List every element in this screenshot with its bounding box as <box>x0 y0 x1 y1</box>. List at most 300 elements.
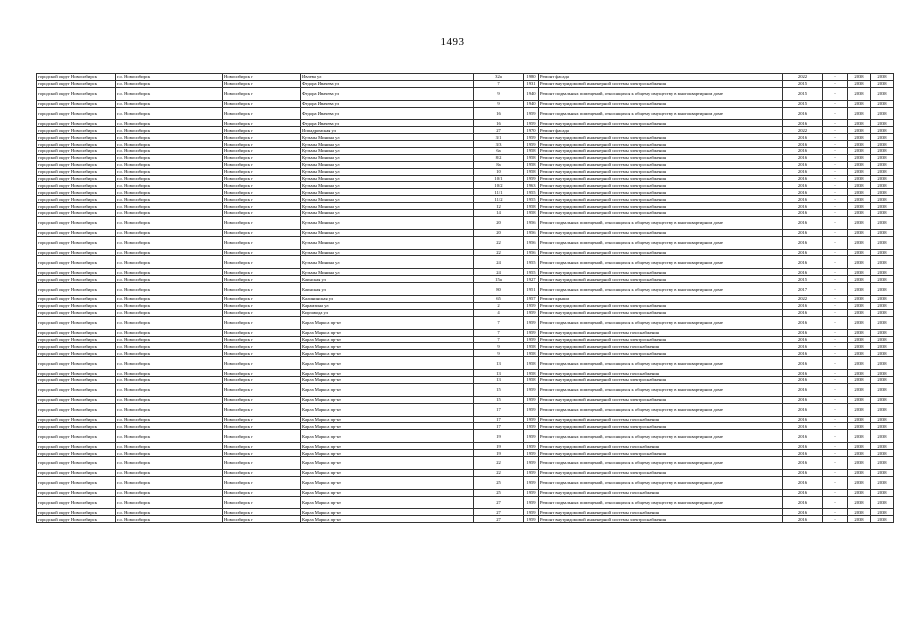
cell-year: 1956 <box>524 229 539 236</box>
cell-period-start: 2038 <box>848 403 871 416</box>
table-row <box>37 154 894 161</box>
cell-dash: - <box>823 256 848 269</box>
cell-plan-year: 2016 <box>783 189 823 196</box>
cell-city: Новосибирск г <box>223 443 301 450</box>
cell-plan-year: 2016 <box>783 403 823 416</box>
cell-settlement-type: г.о. Новосибирск <box>116 196 223 203</box>
table-row <box>37 396 894 403</box>
cell-house: 8/2 <box>474 154 524 161</box>
cell-settlement-type: г.о. Новосибирск <box>116 87 223 100</box>
cell-plan-year: 2016 <box>783 516 823 523</box>
cell-municipality: городской округ Новосибирск <box>37 496 116 509</box>
table-row <box>37 100 894 107</box>
cell-municipality: городской округ Новосибирск <box>37 168 116 175</box>
cell-house: 27 <box>474 496 524 509</box>
table-row <box>37 168 894 175</box>
cell-settlement-type: г.о. Новосибирск <box>116 175 223 182</box>
cell-city: Новосибирск г <box>223 161 301 168</box>
cell-settlement-type: г.о. Новосибирск <box>116 430 223 443</box>
cell-city: Новосибирск г <box>223 450 301 457</box>
table-body <box>37 74 894 523</box>
cell-settlement-type: г.о. Новосибирск <box>116 302 223 309</box>
cell-year: 1959 <box>524 403 539 416</box>
table-row <box>37 148 894 155</box>
cell-settlement-type: г.о. Новосибирск <box>116 336 223 343</box>
cell-city: Новосибирск г <box>223 309 301 316</box>
table-row <box>37 87 894 100</box>
cell-settlement-type: г.о. Новосибирск <box>116 256 223 269</box>
cell-dash: - <box>823 450 848 457</box>
cell-work-type: Ремонт подвальных помещений, относящихся к общему имуществу в многоквартирном доме <box>539 383 783 396</box>
cell-house: 7 <box>474 329 524 336</box>
cell-settlement-type: г.о. Новосибирск <box>116 182 223 189</box>
cell-plan-year: 2016 <box>783 416 823 423</box>
cell-dash: - <box>823 74 848 81</box>
cell-year: 1940 <box>524 87 539 100</box>
cell-work-type: Ремонт внутридомовой инженерной системы электроснабжения <box>539 350 783 357</box>
cell-municipality: городской округ Новосибирск <box>37 403 116 416</box>
cell-year: 1959 <box>524 134 539 141</box>
cell-year: 1959 <box>524 141 539 148</box>
table-row <box>37 489 894 496</box>
cell-plan-year: 2016 <box>783 376 823 383</box>
cell-municipality: городской округ Новосибирск <box>37 516 116 523</box>
table-row <box>37 203 894 210</box>
table-row <box>37 336 894 343</box>
cell-period-end: 2038 <box>871 329 894 336</box>
cell-city: Новосибирск г <box>223 416 301 423</box>
cell-dash: - <box>823 141 848 148</box>
cell-year: 1959 <box>524 450 539 457</box>
cell-plan-year: 2016 <box>783 489 823 496</box>
cell-work-type: Ремонт подвальных помещений, относящихся к общему имуществу в многоквартирном доме <box>539 236 783 249</box>
cell-work-type: Ремонт подвальных помещений, относящихся к общему имуществу в многоквартирном доме <box>539 456 783 469</box>
cell-street: Карла Маркса пр-кт <box>301 476 474 489</box>
cell-year: 1959 <box>524 302 539 309</box>
cell-work-type: Ремонт подвальных помещений, относящихся к общему имуществу в многоквартирном доме <box>539 283 783 296</box>
cell-plan-year: 2016 <box>783 509 823 516</box>
cell-street: Кузьмы Минина ул <box>301 249 474 256</box>
cell-settlement-type: г.о. Новосибирск <box>116 443 223 450</box>
cell-settlement-type: г.о. Новосибирск <box>116 357 223 370</box>
cell-municipality: городской округ Новосибирск <box>37 249 116 256</box>
cell-city: Новосибирск г <box>223 423 301 430</box>
cell-year: 1959 <box>524 489 539 496</box>
table-row <box>37 423 894 430</box>
cell-municipality: городской округ Новосибирск <box>37 416 116 423</box>
cell-dash: - <box>823 100 848 107</box>
cell-house: 22 <box>474 236 524 249</box>
cell-settlement-type: г.о. Новосибирск <box>116 249 223 256</box>
cell-dash: - <box>823 376 848 383</box>
cell-settlement-type: г.о. Новосибирск <box>116 489 223 496</box>
cell-period-end: 2038 <box>871 256 894 269</box>
cell-plan-year: 2016 <box>783 383 823 396</box>
cell-work-type: Ремонт внутридомовой инженерной системы газоснабжения <box>539 443 783 450</box>
table-row <box>37 216 894 229</box>
cell-city: Новосибирск г <box>223 496 301 509</box>
cell-municipality: городской округ Новосибирск <box>37 148 116 155</box>
cell-plan-year: 2022 <box>783 296 823 303</box>
cell-house: 7 <box>474 316 524 329</box>
cell-city: Новосибирск г <box>223 430 301 443</box>
cell-year: 1959 <box>524 383 539 396</box>
cell-year: 1959 <box>524 509 539 516</box>
cell-city: Новосибирск г <box>223 256 301 269</box>
cell-house: 16 <box>474 107 524 120</box>
cell-city: Новосибирск г <box>223 343 301 350</box>
cell-settlement-type: г.о. Новосибирск <box>116 141 223 148</box>
cell-municipality: городской округ Новосибирск <box>37 283 116 296</box>
cell-dash: - <box>823 302 848 309</box>
cell-period-end: 2038 <box>871 496 894 509</box>
cell-plan-year: 2016 <box>783 216 823 229</box>
cell-street: Карла Маркса пр-кт <box>301 403 474 416</box>
cell-dash: - <box>823 443 848 450</box>
cell-house: 17 <box>474 403 524 416</box>
cell-period-start: 2038 <box>848 216 871 229</box>
cell-work-type: Ремонт внутридомовой инженерной системы газоснабжения <box>539 509 783 516</box>
cell-settlement-type: г.о. Новосибирск <box>116 154 223 161</box>
cell-year: 1970 <box>524 127 539 134</box>
cell-street: Карла Маркса пр-кт <box>301 329 474 336</box>
cell-house: 16 <box>474 120 524 127</box>
cell-plan-year: 2016 <box>783 148 823 155</box>
cell-municipality: городской округ Новосибирск <box>37 100 116 107</box>
cell-plan-year: 2016 <box>783 249 823 256</box>
cell-work-type: Ремонт внутридомовой инженерной системы электроснабжения <box>539 168 783 175</box>
cell-period-start: 2038 <box>848 210 871 217</box>
cell-period-end: 2038 <box>871 141 894 148</box>
cell-dash: - <box>823 509 848 516</box>
cell-dash: - <box>823 127 848 134</box>
cell-period-end: 2038 <box>871 168 894 175</box>
cell-street: Кузьмы Минина ул <box>301 189 474 196</box>
cell-municipality: городской округ Новосибирск <box>37 316 116 329</box>
cell-year: 1959 <box>524 476 539 489</box>
cell-house: 24 <box>474 269 524 276</box>
cell-year: 1959 <box>524 443 539 450</box>
cell-street: Карла Маркса пр-кт <box>301 450 474 457</box>
cell-city: Новосибирск г <box>223 175 301 182</box>
cell-work-type: Ремонт подвальных помещений, относящихся к общему имуществу в многоквартирном доме <box>539 357 783 370</box>
cell-period-start: 2038 <box>848 107 871 120</box>
cell-plan-year: 2016 <box>783 336 823 343</box>
cell-plan-year: 2016 <box>783 141 823 148</box>
cell-street: Федора Ивачева ул <box>301 87 474 100</box>
cell-period-start: 2038 <box>848 329 871 336</box>
cell-work-type: Ремонт внутридомовой инженерной системы электроснабжения <box>539 100 783 107</box>
cell-settlement-type: г.о. Новосибирск <box>116 120 223 127</box>
cell-house: 20 <box>474 216 524 229</box>
cell-street: Карла Маркса пр-кт <box>301 343 474 350</box>
cell-house: 25 <box>474 476 524 489</box>
cell-municipality: городской округ Новосибирск <box>37 357 116 370</box>
cell-period-end: 2038 <box>871 249 894 256</box>
cell-work-type: Ремонт подвальных помещений, относящихся к общему имуществу в многоквартирном доме <box>539 316 783 329</box>
cell-house: 13 <box>474 357 524 370</box>
cell-dash: - <box>823 476 848 489</box>
cell-municipality: городской округ Новосибирск <box>37 182 116 189</box>
cell-street: Карла Маркса пр-кт <box>301 357 474 370</box>
cell-house: 9 <box>474 100 524 107</box>
cell-plan-year: 2016 <box>783 350 823 357</box>
cell-period-end: 2038 <box>871 403 894 416</box>
cell-work-type: Ремонт внутридомовой инженерной системы электроснабжения <box>539 516 783 523</box>
cell-city: Новосибирск г <box>223 154 301 161</box>
cell-settlement-type: г.о. Новосибирск <box>116 296 223 303</box>
cell-dash: - <box>823 396 848 403</box>
cell-period-start: 2038 <box>848 430 871 443</box>
cell-municipality: городской округ Новосибирск <box>37 423 116 430</box>
cell-plan-year: 2015 <box>783 87 823 100</box>
cell-settlement-type: г.о. Новосибирск <box>116 148 223 155</box>
cell-work-type: Ремонт внутридомовой инженерной системы электроснабжения <box>539 450 783 457</box>
cell-year: 1959 <box>524 456 539 469</box>
cell-work-type: Ремонт внутридомовой инженерной системы газоснабжения <box>539 329 783 336</box>
cell-street: Карамзина ул <box>301 302 474 309</box>
cell-dash: - <box>823 87 848 100</box>
cell-city: Новосибирск г <box>223 74 301 81</box>
cell-settlement-type: г.о. Новосибирск <box>116 383 223 396</box>
cell-dash: - <box>823 120 848 127</box>
cell-street: Карла Маркса пр-кт <box>301 316 474 329</box>
cell-plan-year: 2016 <box>783 396 823 403</box>
cell-dash: - <box>823 168 848 175</box>
cell-period-end: 2038 <box>871 336 894 343</box>
cell-house: 15а <box>474 276 524 283</box>
cell-work-type: Ремонт фасада <box>539 127 783 134</box>
cell-dash: - <box>823 276 848 283</box>
cell-period-end: 2038 <box>871 161 894 168</box>
cell-municipality: городской округ Новосибирск <box>37 302 116 309</box>
cell-period-start: 2038 <box>848 249 871 256</box>
cell-work-type: Ремонт внутридомовой инженерной системы электроснабжения <box>539 141 783 148</box>
cell-period-end: 2038 <box>871 100 894 107</box>
cell-house: 24 <box>474 256 524 269</box>
cell-dash: - <box>823 203 848 210</box>
cell-dash: - <box>823 175 848 182</box>
cell-year: 1959 <box>524 120 539 127</box>
cell-dash: - <box>823 336 848 343</box>
table-row <box>37 456 894 469</box>
cell-city: Новосибирск г <box>223 350 301 357</box>
cell-house: 17 <box>474 416 524 423</box>
cell-settlement-type: г.о. Новосибирск <box>116 416 223 423</box>
cell-municipality: городской округ Новосибирск <box>37 74 116 81</box>
cell-period-start: 2038 <box>848 509 871 516</box>
cell-plan-year: 2016 <box>783 161 823 168</box>
cell-settlement-type: г.о. Новосибирск <box>116 516 223 523</box>
cell-period-start: 2038 <box>848 196 871 203</box>
cell-city: Новосибирск г <box>223 100 301 107</box>
cell-work-type: Ремонт подвальных помещений, относящихся к общему имуществу в многоквартирном доме <box>539 87 783 100</box>
cell-settlement-type: г.о. Новосибирск <box>116 276 223 283</box>
cell-period-start: 2038 <box>848 203 871 210</box>
table-row <box>37 236 894 249</box>
cell-plan-year: 2016 <box>783 120 823 127</box>
cell-street: Кирзавода ул <box>301 309 474 316</box>
cell-period-start: 2038 <box>848 383 871 396</box>
cell-work-type: Ремонт внутридомовой инженерной системы электроснабжения <box>539 161 783 168</box>
cell-city: Новосибирск г <box>223 236 301 249</box>
cell-year: 1980 <box>524 74 539 81</box>
cell-dash: - <box>823 296 848 303</box>
cell-city: Новосибирск г <box>223 141 301 148</box>
cell-work-type: Ремонт внутридомовой инженерной системы электроснабжения <box>539 210 783 217</box>
cell-house: 10/2 <box>474 182 524 189</box>
cell-year: 1959 <box>524 175 539 182</box>
cell-period-end: 2038 <box>871 134 894 141</box>
table-row <box>37 430 894 443</box>
cell-street: Кузьмы Минина ул <box>301 134 474 141</box>
cell-municipality: городской округ Новосибирск <box>37 376 116 383</box>
cell-house: 17 <box>474 423 524 430</box>
cell-year: 1955 <box>524 196 539 203</box>
cell-house: 25 <box>474 489 524 496</box>
cell-year: 1959 <box>524 309 539 316</box>
cell-dash: - <box>823 216 848 229</box>
cell-year: 1959 <box>524 469 539 476</box>
cell-work-type: Ремонт крыши <box>539 296 783 303</box>
cell-settlement-type: г.о. Новосибирск <box>116 469 223 476</box>
cell-period-end: 2038 <box>871 120 894 127</box>
cell-city: Новосибирск г <box>223 316 301 329</box>
cell-period-end: 2038 <box>871 357 894 370</box>
cell-plan-year: 2016 <box>783 256 823 269</box>
cell-house: 27 <box>474 516 524 523</box>
cell-settlement-type: г.о. Новосибирск <box>116 210 223 217</box>
cell-city: Новосибирск г <box>223 383 301 396</box>
cell-year: 1955 <box>524 269 539 276</box>
cell-period-end: 2038 <box>871 302 894 309</box>
cell-street: Ивлева ул <box>301 74 474 81</box>
cell-settlement-type: г.о. Новосибирск <box>116 74 223 81</box>
cell-period-end: 2038 <box>871 87 894 100</box>
cell-street: Кузьмы Минина ул <box>301 229 474 236</box>
cell-period-start: 2038 <box>848 229 871 236</box>
cell-dash: - <box>823 357 848 370</box>
cell-city: Новосибирск г <box>223 509 301 516</box>
cell-street: Кузьмы Минина ул <box>301 196 474 203</box>
cell-dash: - <box>823 456 848 469</box>
cell-period-end: 2038 <box>871 283 894 296</box>
cell-street: Карла Маркса пр-кт <box>301 416 474 423</box>
cell-plan-year: 2016 <box>783 107 823 120</box>
cell-house: 22 <box>474 469 524 476</box>
cell-municipality: городской округ Новосибирск <box>37 196 116 203</box>
cell-work-type: Ремонт внутридомовой инженерной системы электроснабжения <box>539 229 783 236</box>
cell-work-type: Ремонт подвальных помещений, относящихся к общему имуществу в многоквартирном доме <box>539 430 783 443</box>
cell-house: 9 <box>474 343 524 350</box>
cell-work-type: Ремонт подвальных помещений, относящихся к общему имуществу в многоквартирном доме <box>539 496 783 509</box>
cell-dash: - <box>823 236 848 249</box>
cell-plan-year: 2016 <box>783 496 823 509</box>
cell-street: Кузьмы Минина ул <box>301 141 474 148</box>
cell-period-end: 2038 <box>871 127 894 134</box>
cell-city: Новосибирск г <box>223 87 301 100</box>
cell-year: 1958 <box>524 154 539 161</box>
cell-municipality: городской округ Новосибирск <box>37 450 116 457</box>
cell-period-start: 2038 <box>848 87 871 100</box>
cell-municipality: городской округ Новосибирск <box>37 469 116 476</box>
cell-street: Карла Маркса пр-кт <box>301 396 474 403</box>
cell-plan-year: 2016 <box>783 302 823 309</box>
cell-period-end: 2038 <box>871 396 894 403</box>
cell-municipality: городской округ Новосибирск <box>37 456 116 469</box>
cell-street: Карла Маркса пр-кт <box>301 469 474 476</box>
cell-work-type: Ремонт внутридомовой инженерной системы электроснабжения <box>539 80 783 87</box>
cell-year: 1956 <box>524 236 539 249</box>
cell-city: Новосибирск г <box>223 249 301 256</box>
cell-city: Новосибирск г <box>223 148 301 155</box>
table-row <box>37 403 894 416</box>
cell-municipality: городской округ Новосибирск <box>37 509 116 516</box>
cell-work-type: Ремонт внутридомовой инженерной системы электроснабжения <box>539 336 783 343</box>
cell-municipality: городской округ Новосибирск <box>37 175 116 182</box>
cell-plan-year: 2016 <box>783 203 823 210</box>
table-row <box>37 309 894 316</box>
cell-house: 2 <box>474 302 524 309</box>
cell-settlement-type: г.о. Новосибирск <box>116 423 223 430</box>
cell-period-start: 2038 <box>848 376 871 383</box>
cell-municipality: городской округ Новосибирск <box>37 296 116 303</box>
cell-period-end: 2038 <box>871 370 894 377</box>
cell-house: 32а <box>474 74 524 81</box>
cell-plan-year: 2016 <box>783 423 823 430</box>
cell-street: Кузьмы Минина ул <box>301 269 474 276</box>
cell-period-end: 2038 <box>871 189 894 196</box>
cell-house: 7 <box>474 80 524 87</box>
cell-municipality: городской округ Новосибирск <box>37 210 116 217</box>
cell-period-end: 2038 <box>871 107 894 120</box>
cell-dash: - <box>823 309 848 316</box>
cell-street: Кузьмы Минина ул <box>301 161 474 168</box>
cell-municipality: городской округ Новосибирск <box>37 309 116 316</box>
cell-municipality: городской округ Новосибирск <box>37 203 116 210</box>
cell-year: 1959 <box>524 316 539 329</box>
cell-year: 1963 <box>524 182 539 189</box>
cell-dash: - <box>823 210 848 217</box>
cell-city: Новосибирск г <box>223 370 301 377</box>
cell-dash: - <box>823 182 848 189</box>
cell-period-start: 2038 <box>848 256 871 269</box>
cell-house: 8а <box>474 161 524 168</box>
table-row <box>37 269 894 276</box>
cell-plan-year: 2016 <box>783 154 823 161</box>
cell-work-type: Ремонт подвальных помещений, относящихся к общему имуществу в многоквартирном доме <box>539 403 783 416</box>
cell-street: Каинская ул <box>301 276 474 283</box>
cell-period-end: 2038 <box>871 476 894 489</box>
cell-period-start: 2038 <box>848 350 871 357</box>
cell-settlement-type: г.о. Новосибирск <box>116 329 223 336</box>
cell-period-start: 2038 <box>848 127 871 134</box>
cell-dash: - <box>823 370 848 377</box>
cell-work-type: Ремонт внутридомовой инженерной системы электроснабжения <box>539 469 783 476</box>
cell-municipality: городской округ Новосибирск <box>37 443 116 450</box>
cell-settlement-type: г.о. Новосибирск <box>116 376 223 383</box>
cell-year: 1958 <box>524 357 539 370</box>
table-row <box>37 210 894 217</box>
cell-house: 4 <box>474 309 524 316</box>
cell-plan-year: 2016 <box>783 443 823 450</box>
cell-dash: - <box>823 489 848 496</box>
cell-work-type: Ремонт внутридомовой инженерной системы газоснабжения <box>539 489 783 496</box>
cell-work-type: Ремонт внутридомовой инженерной системы электроснабжения <box>539 309 783 316</box>
table-row <box>37 141 894 148</box>
cell-dash: - <box>823 154 848 161</box>
cell-plan-year: 2016 <box>783 316 823 329</box>
